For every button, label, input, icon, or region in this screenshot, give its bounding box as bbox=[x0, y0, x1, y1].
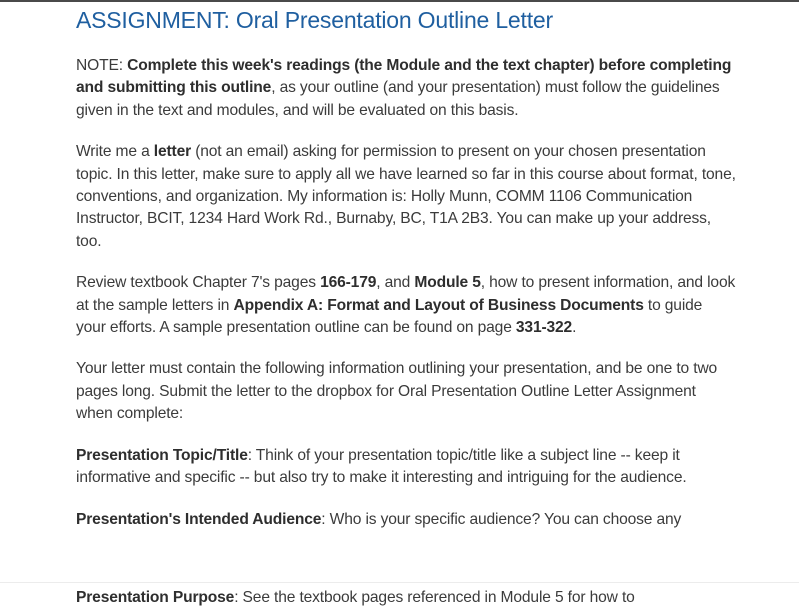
assignment-content bbox=[76, 4, 736, 531]
purpose-peek bbox=[76, 585, 736, 606]
note-paragraph bbox=[76, 55, 736, 122]
note-lead: NOTE: bbox=[76, 57, 128, 74]
review-module: Module 5 bbox=[414, 274, 481, 292]
audience-text: : Who is your specific audience? You can choose any bbox=[321, 510, 682, 528]
viewport-clip-line bbox=[0, 582, 799, 583]
purpose-paragraph bbox=[76, 587, 736, 609]
letter-bold: letter bbox=[153, 143, 192, 161]
page-title: ASSIGNMENT: Oral Presentation Outline Letter bbox=[76, 7, 553, 33]
topic-label: Presentation Topic/Title bbox=[76, 446, 248, 464]
review-text-d: to guide your efforts. A sample presentation outline can be found on page bbox=[76, 296, 703, 337]
note-rest: , as your outline (and your presentation) must follow the guidelines given in the text and modules, and will be evaluated on this basis. bbox=[76, 79, 720, 119]
purpose-text: : See the textbook pages referenced in Module 5 for how to bbox=[234, 589, 635, 606]
review-outline-pages: 331-322 bbox=[515, 319, 573, 337]
review-text-b: , and bbox=[376, 274, 415, 292]
topic-paragraph bbox=[76, 445, 736, 490]
note-bold: Complete this week's readings (the Module and the text chapter) before completing and submitting this outline bbox=[76, 57, 732, 97]
review-appendix: Appendix A: Format and Layout of Business Documents bbox=[233, 296, 644, 314]
contain-paragraph: Your letter must contain the following information outlining your presentation, and be one to two pages long. Submit the letter to the dropbox for Oral Presentation Outline Letter Assignment when complete: bbox=[76, 360, 718, 423]
letter-text-b: (not an email) asking for permission to present on your chosen presentation topic. In this letter, make sure to apply all we have learned so far in this course about format, tone, conventions, and organization. My information is: Holly Munn, COMM 1106 Communication Instructor, BCIT, 1234 Hard Work Rd., Burnaby, BC, T1A 2B3. You can make up your address, too. bbox=[76, 143, 736, 250]
audience-paragraph bbox=[76, 509, 736, 531]
audience-label: Presentation's Intended Audience bbox=[76, 510, 322, 528]
review-paragraph bbox=[76, 272, 736, 339]
top-border bbox=[0, 0, 799, 2]
review-text-a: Review textbook Chapter 7's pages bbox=[76, 274, 321, 292]
review-text-c: , how to present information, and look at the sample letters in bbox=[76, 274, 736, 314]
letter-text-a: Write me a bbox=[76, 143, 154, 161]
letter-paragraph bbox=[76, 141, 736, 253]
topic-text: : Think of your presentation topic/title like a subject line -- keep it informative and specific -- but also try to make it interesting and intriguing for the audience. bbox=[76, 446, 687, 487]
review-text-e: . bbox=[572, 319, 577, 337]
review-pages: 166-179 bbox=[320, 274, 377, 292]
purpose-label: Presentation Purpose bbox=[76, 589, 235, 606]
